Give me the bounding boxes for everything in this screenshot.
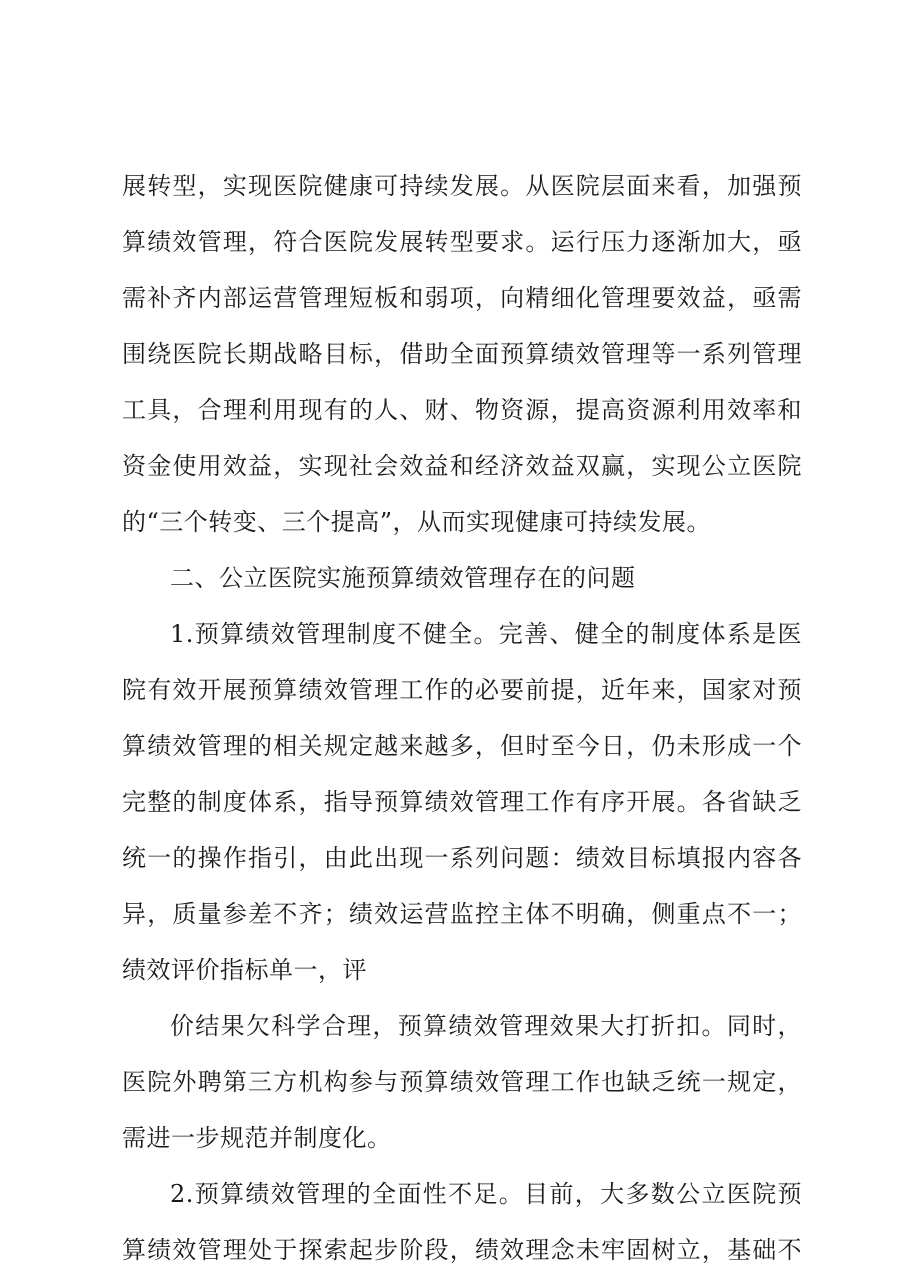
text-line-11: 算绩效管理的相关规定越来越多，但时至今日，仍未形成一个 — [122, 732, 802, 760]
text-line-10: 院有效开展预算绩效管理工作的必要前提，近年来，国家对预 — [122, 676, 802, 704]
section-heading: 二、公立医院实施预算绩效管理存在的问题 — [170, 564, 636, 592]
text-line-17: 医院外聘第三方机构参与预算绩效管理工作也缺乏统一规定， — [122, 1068, 802, 1096]
paragraph-continuation-first-line: 价结果欠科学合理，预算绩效管理效果大打折扣。同时， — [170, 1012, 802, 1040]
text-line-2: 算绩效管理，符合医院发展转型要求。运行压力逐渐加大，亟 — [122, 228, 802, 256]
text-line-15: 绩效评价指标单一，评 — [122, 956, 367, 984]
text-line-7: 的“三个转变、三个提高”，从而实现健康可持续发展。 — [122, 508, 712, 536]
text-line-14: 异，质量参差不齐；绩效运营监控主体不明确，侧重点不一； — [122, 900, 802, 928]
text-line-12: 完整的制度体系，指导预算绩效管理工作有序开展。各省缺乏 — [122, 788, 802, 816]
text-line-18: 需进一步规范并制度化。 — [122, 1124, 392, 1152]
text-line-5: 工具，合理利用现有的人、财、物资源，提高资源利用效率和 — [122, 396, 802, 424]
text-line-20: 算绩效管理处于探索起步阶段，绩效理念未牢固树立，基础不 — [122, 1236, 802, 1264]
text-line-3: 需补齐内部运营管理短板和弱项，向精细化管理要效益，亟需 — [122, 284, 802, 312]
paragraph-2-first-line: 2.预算绩效管理的全面性不足。目前，大多数公立医院预 — [170, 1180, 802, 1208]
text-line-13: 统一的操作指引，由此出现一系列问题：绩效目标填报内容各 — [122, 844, 802, 872]
text-line-6: 资金使用效益，实现社会效益和经济效益双赢，实现公立医院 — [122, 452, 802, 480]
text-line-4: 围绕医院长期战略目标，借助全面预算绩效管理等一系列管理 — [122, 340, 802, 368]
text-line-1: 展转型，实现医院健康可持续发展。从医院层面来看，加强预 — [122, 172, 802, 200]
paragraph-1-first-line: 1.预算绩效管理制度不健全。完善、健全的制度体系是医 — [170, 620, 802, 648]
